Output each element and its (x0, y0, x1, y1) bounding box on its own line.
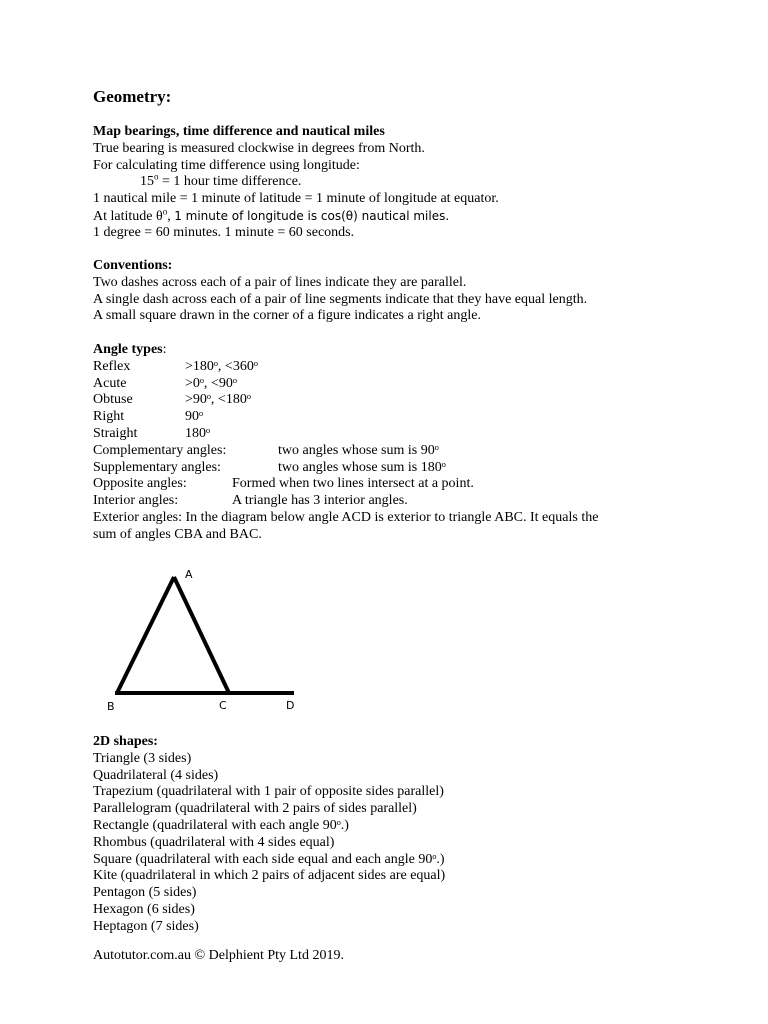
angle-type-name: Acute (93, 375, 127, 391)
shapes-section (93, 734, 445, 936)
supplementary-row (93, 460, 598, 477)
shape-item: Parallelogram (quadrilateral with 2 pairs of sides parallel) (93, 801, 417, 817)
opposite-row (93, 476, 598, 493)
opposite-value: Formed when two lines intersect at a point. (232, 476, 474, 492)
bearings-line-4: 1 nautical mile = 1 minute of latitude = 1 minute of longitude at equator. (93, 191, 499, 207)
angle-types-section (93, 342, 598, 544)
supplementary-name: Supplementary angles: (93, 459, 221, 475)
exterior-line-2: sum of angles CBA and BAC. (93, 526, 262, 542)
interior-row (93, 493, 598, 510)
shape-item: Square (quadrilateral with each side equal and each angle 90ᵒ.) (93, 851, 445, 867)
complementary-row (93, 443, 598, 460)
angle-type-name: Reflex (93, 358, 131, 374)
convention-item: Two dashes across each of a pair of lines indicate they are parallel. (93, 274, 467, 290)
bearings-line-3 (93, 171, 499, 191)
shape-item: Triangle (3 sides) (93, 750, 192, 766)
supplementary-value: two angles whose sum is 180ᵒ (278, 459, 446, 475)
degree-sup: o (154, 171, 159, 182)
bearings-line-5-b: , (167, 208, 175, 224)
bearings-line-5-c: 1 minute of longitude is cos(θ) nautical miles. (174, 208, 450, 223)
angle-type-row (93, 392, 598, 409)
bearings-line-5-a: At latitude θ (93, 208, 163, 224)
triangle-diagram (100, 562, 310, 718)
shape-item: Rhombus (quadrilateral with 4 sides equal) (93, 834, 335, 850)
bearings-line-3-a: 15 (140, 174, 154, 190)
angle-type-value: 180ᵒ (185, 425, 211, 441)
bearings-heading: Map bearings, time difference and nautical miles (93, 124, 385, 139)
bearings-line-3-b: = 1 hour time difference. (158, 174, 302, 190)
vertex-a-label: A (185, 568, 193, 581)
page-title: Geometry: (93, 87, 172, 106)
side-ac (174, 577, 229, 693)
vertex-c-label: C (219, 699, 227, 712)
angle-type-row (93, 376, 598, 393)
degree-sup: o (162, 206, 168, 217)
complementary-value: two angles whose sum is 90ᵒ (278, 442, 439, 458)
bearings-line-6: 1 degree = 60 minutes. 1 minute = 60 seconds. (93, 224, 355, 240)
opposite-name: Opposite angles: (93, 476, 187, 492)
vertex-b-label: B (107, 700, 115, 713)
angle-type-value: >0ᵒ, <90ᵒ (185, 375, 237, 391)
shape-item: Pentagon (5 sides) (93, 885, 197, 901)
angle-types-heading: Angle types (93, 342, 163, 357)
interior-value: A triangle has 3 interior angles. (232, 493, 408, 509)
complementary-name: Complementary angles: (93, 442, 227, 458)
bearings-line-1: True bearing is measured clockwise in degrees from North. (93, 140, 425, 156)
exterior-line-1: Exterior angles: In the diagram below angle ACD is exterior to triangle ABC. It equals the (93, 509, 599, 525)
point-d-label: D (286, 699, 295, 712)
angle-type-name: Straight (93, 425, 138, 441)
shape-item: Heptagon (7 sides) (93, 918, 199, 934)
angle-type-row (93, 409, 598, 426)
angle-type-value: 90ᵒ (185, 409, 204, 425)
angle-type-row (93, 359, 598, 376)
angle-type-name: Obtuse (93, 392, 133, 408)
shape-item: Kite (quadrilateral in which 2 pairs of adjacent sides are equal) (93, 868, 446, 884)
bearings-line-5 (93, 208, 499, 225)
conventions-section (93, 258, 587, 325)
angle-types-colon: : (162, 342, 167, 357)
bearings-line-2: For calculating time difference using longitude: (93, 157, 360, 173)
angle-type-name: Right (93, 409, 125, 425)
convention-item: A single dash across each of a pair of line segments indicate that they have equal length. (93, 291, 588, 307)
shape-item: Hexagon (6 sides) (93, 901, 195, 917)
angle-type-value: >180ᵒ, <360ᵒ (185, 358, 258, 374)
interior-name: Interior angles: (93, 493, 179, 509)
conventions-heading: Conventions: (93, 258, 173, 273)
shape-item: Quadrilateral (4 sides) (93, 767, 219, 783)
shape-item: Trapezium (quadrilateral with 1 pair of opposite sides parallel) (93, 784, 444, 800)
convention-item: A small square drawn in the corner of a figure indicates a right angle. (93, 308, 481, 324)
side-ab (117, 577, 174, 693)
footer-copyright: Autotutor.com.au © Delphient Pty Ltd 2019. (93, 948, 344, 963)
shape-item: Rectangle (quadrilateral with each angle 90ᵒ.) (93, 817, 349, 833)
shapes-heading: 2D shapes: (93, 734, 158, 749)
angle-type-value: >90ᵒ, <180ᵒ (185, 392, 251, 408)
angle-type-row (93, 426, 598, 443)
angle-types-heading-line (93, 342, 598, 359)
bearings-section (93, 124, 499, 242)
